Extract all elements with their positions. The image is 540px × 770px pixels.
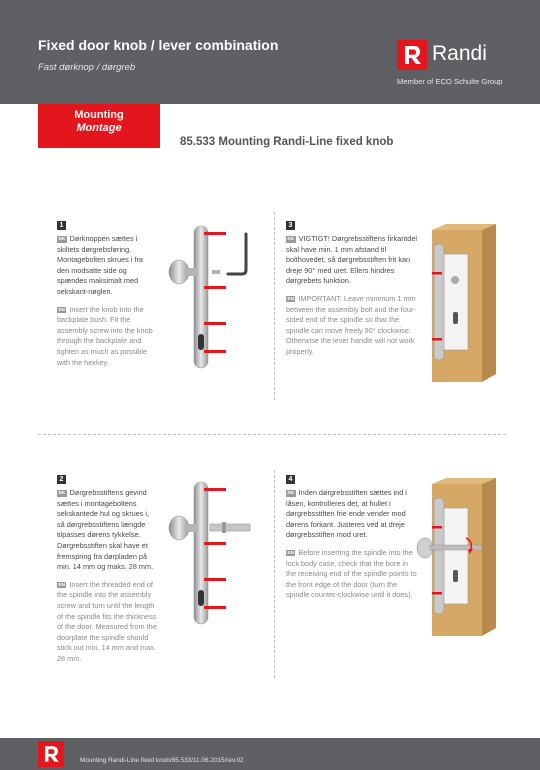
step-text-dk <box>57 234 157 298</box>
step-text-dk <box>286 234 418 287</box>
lang-badge-dk: DK <box>58 236 66 241</box>
step-2 <box>57 468 157 665</box>
lang-badge-en: EN <box>58 581 65 587</box>
step-text-en <box>57 580 157 665</box>
row-divider <box>38 434 506 435</box>
page-title: 85.533 Mounting Randi-Line fixed knob <box>180 136 394 148</box>
step-text-dk-body: Dørgrebsstiftens gevind sættes i montageboltens sekskantede hul og skrues i, så dørgrebsstiftens længde tilpasses dørens tykkelse. Dørgrebsstiften skal have et fremspring fra dørpladen på min. 14 mm og maks. 28 mm. <box>57 488 154 572</box>
step-3 <box>286 214 418 358</box>
step-1 <box>57 214 157 368</box>
footer-document-reference: Mounting Randi-Line fixed knob/85.533/11.06.2015/rev.02 <box>80 757 244 764</box>
step-text-en-body: Insert the threaded end of the spindle into the assembly screw and turn until the length of the spindle fits the thickness of the door. Measured from the doorplate the spindle should stick out min. 14 mm and max. 28 mm. <box>57 579 157 663</box>
knob-backplate-hexkey-illustration <box>160 222 264 374</box>
door-spindle-insertion-illustration <box>416 478 500 640</box>
brand-name: Randi <box>432 42 487 65</box>
header-title: Fixed door knob / lever combination <box>38 37 279 53</box>
step-text-en <box>286 548 418 601</box>
door-lock-body-illustration <box>424 224 500 386</box>
step-number: 3 <box>286 221 295 230</box>
randi-r-logo-icon <box>38 741 64 767</box>
step-text-dk-body: Inden dørgrebsstiften sættes ind i låsen, kontrolleres det, at hullet i dørgrebsstiften frie ende vender mod dørens forkant. Justeres ved at dreje dørgrebsstiften mod uret. <box>286 488 407 540</box>
step-number: 1 <box>57 221 66 230</box>
lang-badge-en: EN <box>287 549 294 555</box>
knob-spindle-illustration <box>160 478 264 630</box>
step-number: 2 <box>57 475 66 484</box>
randi-r-logo-icon <box>397 40 427 70</box>
step-text-en <box>286 294 418 358</box>
step-text-en-body: Insert the knob into the backplate bush. Fit the assembly screw into the knob through the backplate and tighten as much as possible with the hexkey. <box>57 304 153 367</box>
lang-badge-en: EN <box>58 306 65 312</box>
section-title: Mounting <box>74 109 124 121</box>
step-text-en <box>57 305 157 369</box>
step-text-en-body: IMPORTANT: Leave minimum 1 mm between the assembly bolt and the four-sided end of the spindle so that the spindle can move freely 90° clockwise. Otherwise the lever handle will not work properly. <box>286 293 416 356</box>
step-4 <box>286 468 418 601</box>
header-subtitle: Fast dørknop / dørgreb <box>38 62 136 73</box>
lang-badge-en: EN <box>287 295 294 301</box>
step-text-en-body: Before inserting the spindle into the lock body case, check that the bore in the receiving end of the spindle points to the front edge of the door (turn the spindle counter-clockwise until it does). <box>286 547 417 600</box>
lang-badge-dk: DK <box>287 236 295 241</box>
step-text-dk <box>57 488 157 573</box>
step-text-dk <box>286 488 418 541</box>
lang-badge-dk: DK <box>58 490 66 495</box>
footer-bar <box>0 738 540 770</box>
lang-badge-dk: DK <box>287 490 295 495</box>
step-text-dk-body: Dørknoppen sættes i skiltets dørgrebsføring. Montagebolten skrues i fra den modsatte side og spændes maksimalt med sekskant-nøglen. <box>57 234 143 296</box>
column-divider-top <box>274 212 275 400</box>
brand-tagline: Member of ECO Schulte Group <box>397 77 503 86</box>
step-text-dk-body: VIGTIGT! Dørgrebsstiftens firkantdel skal have min. 1 mm afstand til bolthovedet, så dørgrebsstiften frit kan dreje 90° med uret. Ellers hindres dørgrebets funktion. <box>286 234 418 286</box>
step-number: 4 <box>286 475 295 484</box>
column-divider-bottom <box>274 470 275 678</box>
section-subtitle: Montage <box>76 122 122 134</box>
section-label-box <box>38 104 160 148</box>
